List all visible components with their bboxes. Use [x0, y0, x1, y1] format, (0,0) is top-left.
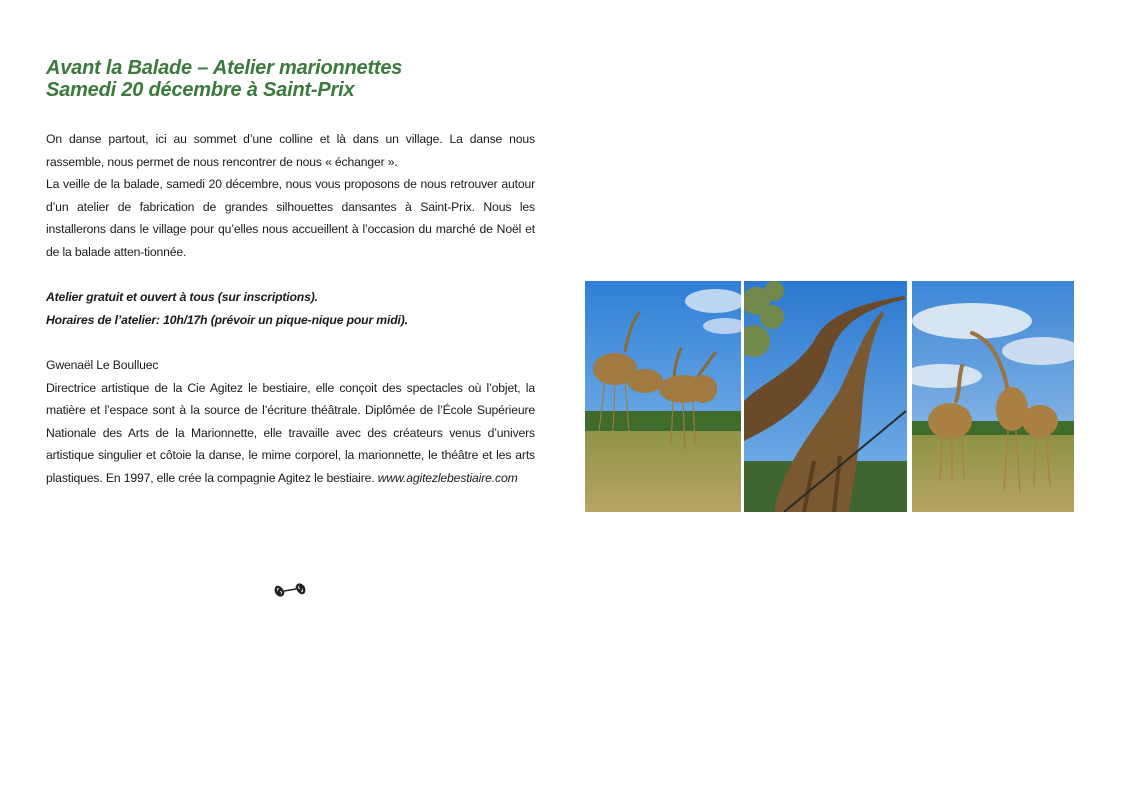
info-free: Atelier gratuit et ouvert à tous (sur inscriptions). — [46, 290, 318, 305]
title-line-2: Samedi 20 décembre à Saint-Prix — [46, 79, 355, 101]
photo-cranes-field — [585, 281, 741, 512]
spacer — [46, 331, 535, 354]
fleuron-icon — [272, 578, 308, 602]
bio-text: Directrice artistique de la Cie Agitez le bestiaire, elle conçoit des spectacles où l’objet, la matière et l’espace sont à la source de l’écriture théâtrale. Diplômée de l’École Supérieure Nationale des Arts de la Marionnette, elle travaille avec des créateurs venus d’univers artistique singulier et côtoie la danse, le mime corporel, la marionnette, le théâtre et les arts plastiques. En 1997, elle crée la compagnie Agitez le bestiaire. — [46, 380, 535, 485]
paragraph-workshop: La veille de la balade, samedi 20 décembre, nous vous proposons de nous retrouver autour d’un atelier de fabrication de grandes silhouettes dansantes à Saint-Prix. Nous les installerons dans le village pour qu’elles nous accueillent à l’occasion du marché de Noël et de la balade atten-tionnée. — [46, 177, 535, 259]
info-hours: Horaires de l’atelier: 10h/17h (prévoir un pique-nique pour midi). — [46, 312, 408, 327]
bio-paragraph — [46, 377, 535, 490]
bio-url: www.agitezlebestiaire.com — [377, 470, 518, 485]
title-line-1: Avant la Balade – Atelier marionnettes — [46, 57, 403, 79]
photo-cranes-closeup — [744, 281, 907, 512]
spacer — [46, 264, 535, 287]
bio-name: Gwenaël Le Boulluec — [46, 357, 159, 372]
page-title — [46, 57, 402, 101]
photo-cranes-meadow — [912, 281, 1074, 512]
paragraph-intro: On danse partout, ici au sommet d’une colline et là dans un village. La danse nous rassemble, nous permet de nous rencontrer de nous « échanger ». — [46, 132, 535, 169]
article-body — [46, 128, 535, 490]
